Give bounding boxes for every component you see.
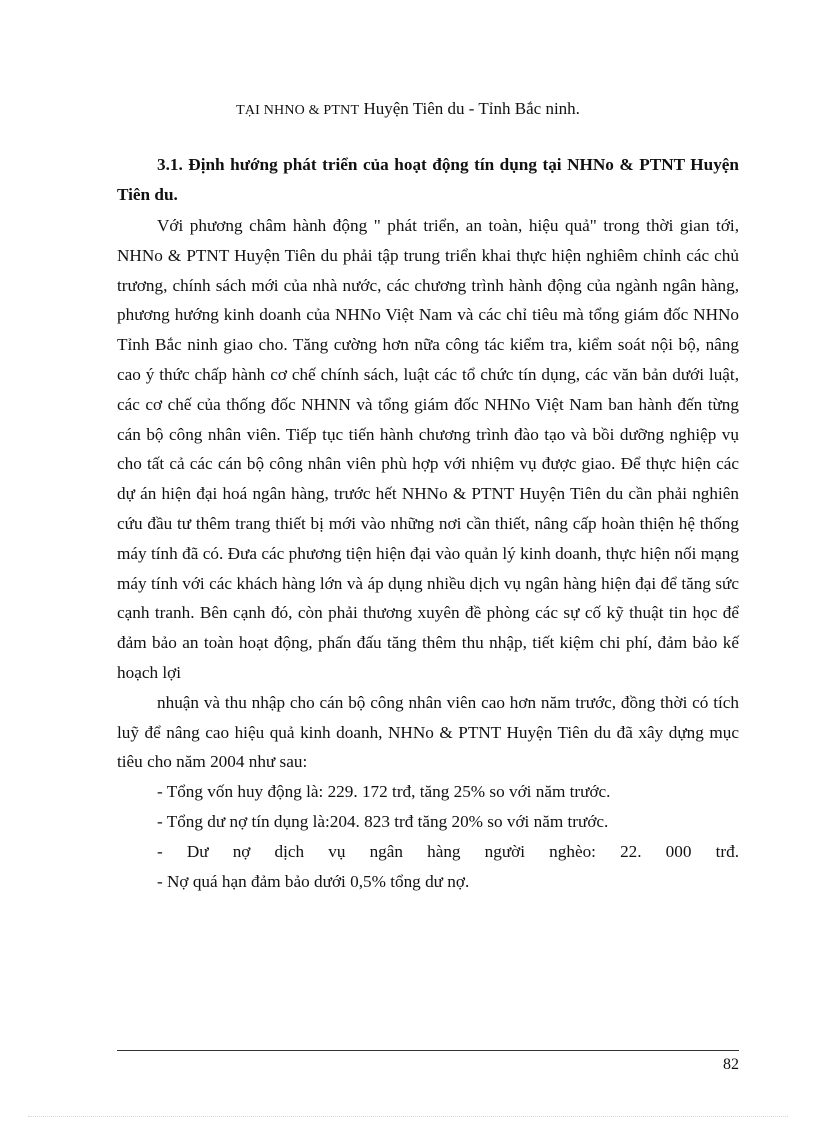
running-heading-prefix: TẠI NHNO & PTNT [236, 103, 360, 118]
target-item-poor-banking: - Dư nợ dịch vụ ngân hàng người nghèo: 22. 000 trđ. [157, 841, 739, 861]
running-heading [0, 98, 816, 122]
target-item-credit: - Tổng dư nợ tín dụng là:204. 823 trđ tăng 20% so với năm trước. [157, 811, 609, 831]
section-title: 3.1. Định hướng phát triển của hoạt động tín dụng tại NHNo & PTNT Huyện Tiên du. [117, 155, 739, 204]
document-body [117, 150, 739, 896]
running-heading-suffix: Huyện Tiên du - Tỉnh Bắc ninh. [359, 99, 580, 118]
target-item-capital: - Tổng vốn huy động là: 229. 172 trđ, tăng 25% so với năm trước. [157, 782, 611, 802]
body-paragraph-1: Với phương châm hành động " phát triển, an toàn, hiệu quả" trong thời gian tới, NHNo & PTNT Huyện Tiên du phải tập trung triển khai thực hiện nghiêm chỉnh các chủ trương, chính sách mới của nhà nước, các chương trình hành động của ngành ngân hàng, phương hướng kinh doanh của NHNo Việt Nam và các chỉ tiêu mà tổng giám đốc NHNo Tỉnh Bắc ninh giao cho. Tăng cường hơn nữa công tác kiểm tra, kiểm soát nội bộ, nâng cao ý thức chấp hành cơ chế chính sách, luật các tổ chức tín dụng, các văn bản dưới luật, các cơ chế của thống đốc NHNN và tổng giám đốc NHNo Việt Nam ban hành đến từng cán bộ công nhân viên. Tiếp tục tiến hành chương trình đào tạo và bồi dưỡng nghiệp vụ cho tất cả các cán bộ công nhân viên phù hợp với nhiệm vụ được giao. Để thực hiện các dự án hiện đại hoá ngân hàng, trước hết NHNo & PTNT Huyện Tiên du cần phải nghiên cứu đầu tư thêm trang thiết bị mới vào những nơi cần thiết, nâng cấp hoàn thiện hệ thống máy tính đã có. Đưa các phương tiện hiện đại vào quản lý kinh doanh, thực hiện nối mạng máy tính với các khách hàng lớn và áp dụng nhiều dịch vụ ngân hàng hiện đại để tăng sức cạnh tranh. Bên cạnh đó, còn phải thương xuyên đề phòng các sự cố kỹ thuật tin học để đảm bảo an toàn hoạt động, phấn đấu tăng thêm thu nhập, tiết kiệm chi phí, đảm bảo kế hoạch lợi [117, 216, 739, 682]
page-number: 82 [723, 1056, 739, 1073]
footer-divider [117, 1050, 739, 1051]
target-item-overdue-debt: - Nợ quá hạn đảm bảo dưới 0,5% tổng dư nợ. [157, 871, 470, 891]
body-paragraph-2: nhuận và thu nhập cho cán bộ công nhân viên cao hơn năm trước, đồng thời có tích luỹ để nâng cao hiệu quả kinh doanh, NHNo & PTNT Huyện Tiên du đã xây dựng mục tiêu cho năm 2004 như sau: [117, 692, 739, 772]
page-edge-dotted-line [28, 1116, 788, 1117]
